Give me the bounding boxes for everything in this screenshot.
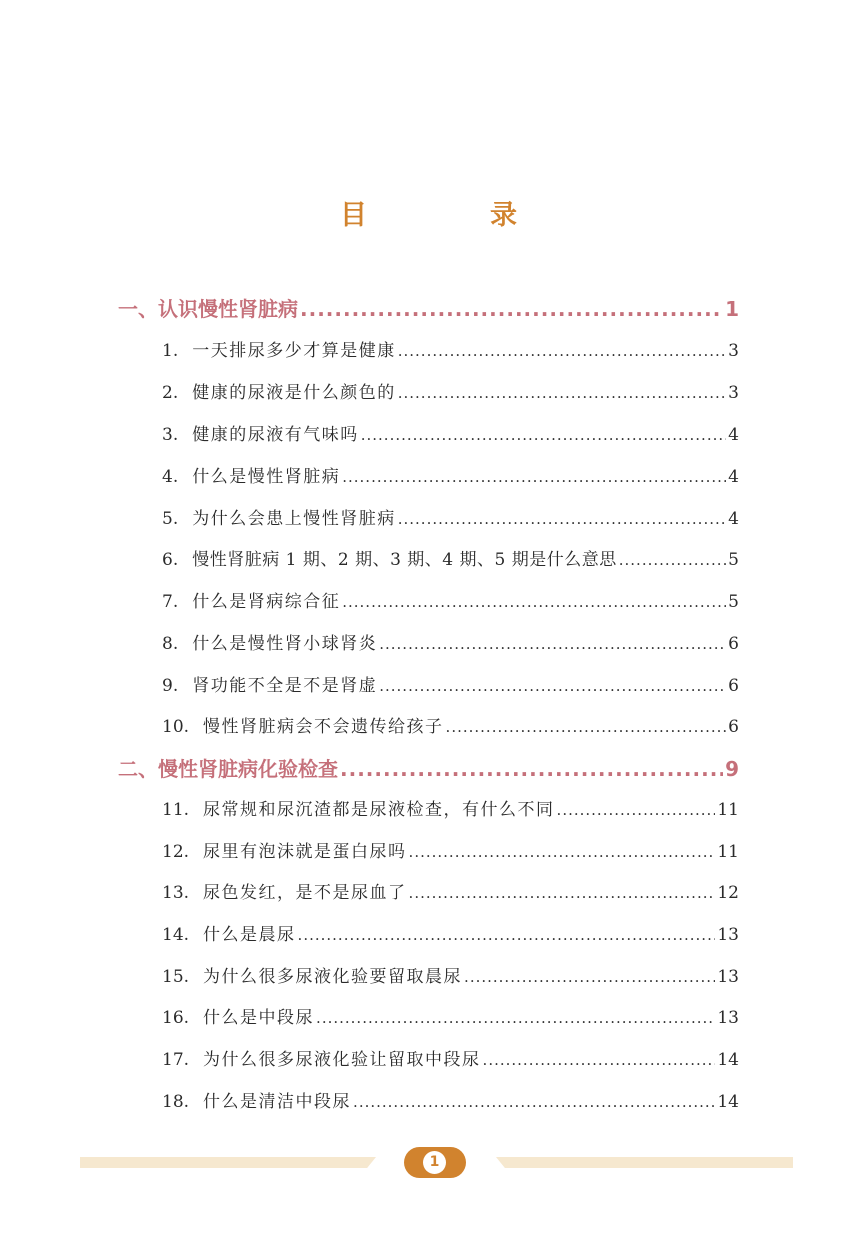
item-page: 13 <box>717 967 739 987</box>
item-text: 肾功能不全是不是肾虚 <box>192 676 378 696</box>
item-page: 11 <box>717 800 739 820</box>
leader-dots <box>446 718 727 736</box>
toc-item[interactable] <box>162 587 739 612</box>
toc-item[interactable] <box>162 545 739 570</box>
item-text: 健康的尿液有气味吗 <box>192 425 359 445</box>
item-page: 6 <box>728 676 739 696</box>
item-page: 14 <box>717 1092 739 1112</box>
leader-dots <box>483 1051 716 1069</box>
section-page: 9 <box>725 757 739 781</box>
section-page: 1 <box>725 297 739 321</box>
item-page: 6 <box>728 717 739 737</box>
leader-dots <box>409 884 716 902</box>
leader-dots <box>316 1009 715 1027</box>
toc-item[interactable] <box>162 462 739 487</box>
item-page: 5 <box>728 592 739 612</box>
item-text: 慢性肾脏病 1 期、2 期、3 期、4 期、5 期是什么意思 <box>192 550 617 570</box>
toc-item[interactable] <box>162 629 739 654</box>
item-number: 8. <box>162 634 179 654</box>
toc-item[interactable] <box>162 878 739 903</box>
item-page: 12 <box>717 883 739 903</box>
item-number: 6. <box>162 550 179 570</box>
leader-dots <box>298 926 716 944</box>
toc-item[interactable] <box>162 1003 739 1028</box>
item-page: 14 <box>717 1050 739 1070</box>
item-page: 13 <box>717 925 739 945</box>
item-text: 为什么会患上慢性肾脏病 <box>192 509 396 529</box>
toc-item[interactable] <box>162 504 739 529</box>
item-number: 9. <box>162 676 179 696</box>
item-number: 5. <box>162 509 179 529</box>
toc-section-1[interactable] <box>118 293 739 322</box>
leader-dots <box>340 757 723 781</box>
leader-dots <box>619 551 726 569</box>
item-text: 健康的尿液是什么颜色的 <box>192 383 396 403</box>
toc-item[interactable] <box>162 962 739 987</box>
item-text: 尿色发红，是不是尿血了 <box>203 883 407 903</box>
item-page: 4 <box>728 509 739 529</box>
leader-dots <box>409 843 716 861</box>
page-title: 目 录 <box>340 200 565 231</box>
item-number: 2. <box>162 383 179 403</box>
item-page: 5 <box>728 550 739 570</box>
toc-section-2[interactable] <box>118 753 739 782</box>
item-number: 4. <box>162 467 179 487</box>
item-number: 16. <box>162 1008 190 1028</box>
item-text: 尿常规和尿沉渣都是尿液检查，有什么不同 <box>203 800 555 820</box>
item-number: 10. <box>162 717 190 737</box>
item-number: 3. <box>162 425 179 445</box>
item-number: 18. <box>162 1092 190 1112</box>
toc-item[interactable] <box>162 1087 739 1112</box>
item-text: 什么是中段尿 <box>203 1008 315 1028</box>
toc-item[interactable] <box>162 420 739 445</box>
leader-dots <box>353 1093 715 1111</box>
item-number: 11. <box>162 800 190 820</box>
item-number: 14. <box>162 925 190 945</box>
item-page: 3 <box>728 341 739 361</box>
toc-item[interactable] <box>162 671 739 696</box>
item-text: 尿里有泡沫就是蛋白尿吗 <box>203 842 407 862</box>
item-page: 6 <box>728 634 739 654</box>
toc-item[interactable] <box>162 920 739 945</box>
toc-item[interactable] <box>162 1045 739 1070</box>
item-page: 4 <box>728 467 739 487</box>
leader-dots <box>557 801 716 819</box>
item-number: 15. <box>162 967 190 987</box>
footer-bar-right <box>496 1157 793 1168</box>
item-page: 11 <box>717 842 739 862</box>
item-text: 慢性肾脏病会不会遗传给孩子 <box>203 717 444 737</box>
leader-dots <box>379 635 726 653</box>
leader-dots <box>398 384 726 402</box>
toc-item[interactable] <box>162 795 739 820</box>
leader-dots <box>300 297 723 321</box>
item-text: 为什么很多尿液化验让留取中段尿 <box>203 1050 481 1070</box>
section-label: 二、慢性肾脏病化验检查 <box>118 757 338 781</box>
toc-item[interactable] <box>162 837 739 862</box>
leader-dots <box>379 677 726 695</box>
item-text: 为什么很多尿液化验要留取晨尿 <box>203 967 463 987</box>
toc-item[interactable] <box>162 712 739 737</box>
footer-bar-left <box>80 1157 376 1168</box>
item-text: 什么是晨尿 <box>203 925 296 945</box>
item-number: 13. <box>162 883 190 903</box>
item-text: 什么是肾病综合征 <box>192 592 341 612</box>
leader-dots <box>342 593 726 611</box>
leader-dots <box>464 968 715 986</box>
item-text: 一天排尿多少才算是健康 <box>192 341 396 361</box>
page-number: 1 <box>423 1151 446 1174</box>
item-page: 4 <box>728 425 739 445</box>
item-number: 7. <box>162 592 179 612</box>
item-text: 什么是清洁中段尿 <box>203 1092 352 1112</box>
item-page: 3 <box>728 383 739 403</box>
item-text: 什么是慢性肾小球肾炎 <box>192 634 378 654</box>
item-text: 什么是慢性肾脏病 <box>192 467 341 487</box>
toc-item[interactable] <box>162 378 739 403</box>
leader-dots <box>342 468 726 486</box>
leader-dots <box>398 342 726 360</box>
section-label: 一、认识慢性肾脏病 <box>118 297 298 321</box>
item-number: 17. <box>162 1050 190 1070</box>
item-page: 13 <box>717 1008 739 1028</box>
item-number: 12. <box>162 842 190 862</box>
item-number: 1. <box>162 341 179 361</box>
leader-dots <box>398 510 726 528</box>
toc-item[interactable] <box>162 336 739 361</box>
leader-dots <box>361 426 726 444</box>
